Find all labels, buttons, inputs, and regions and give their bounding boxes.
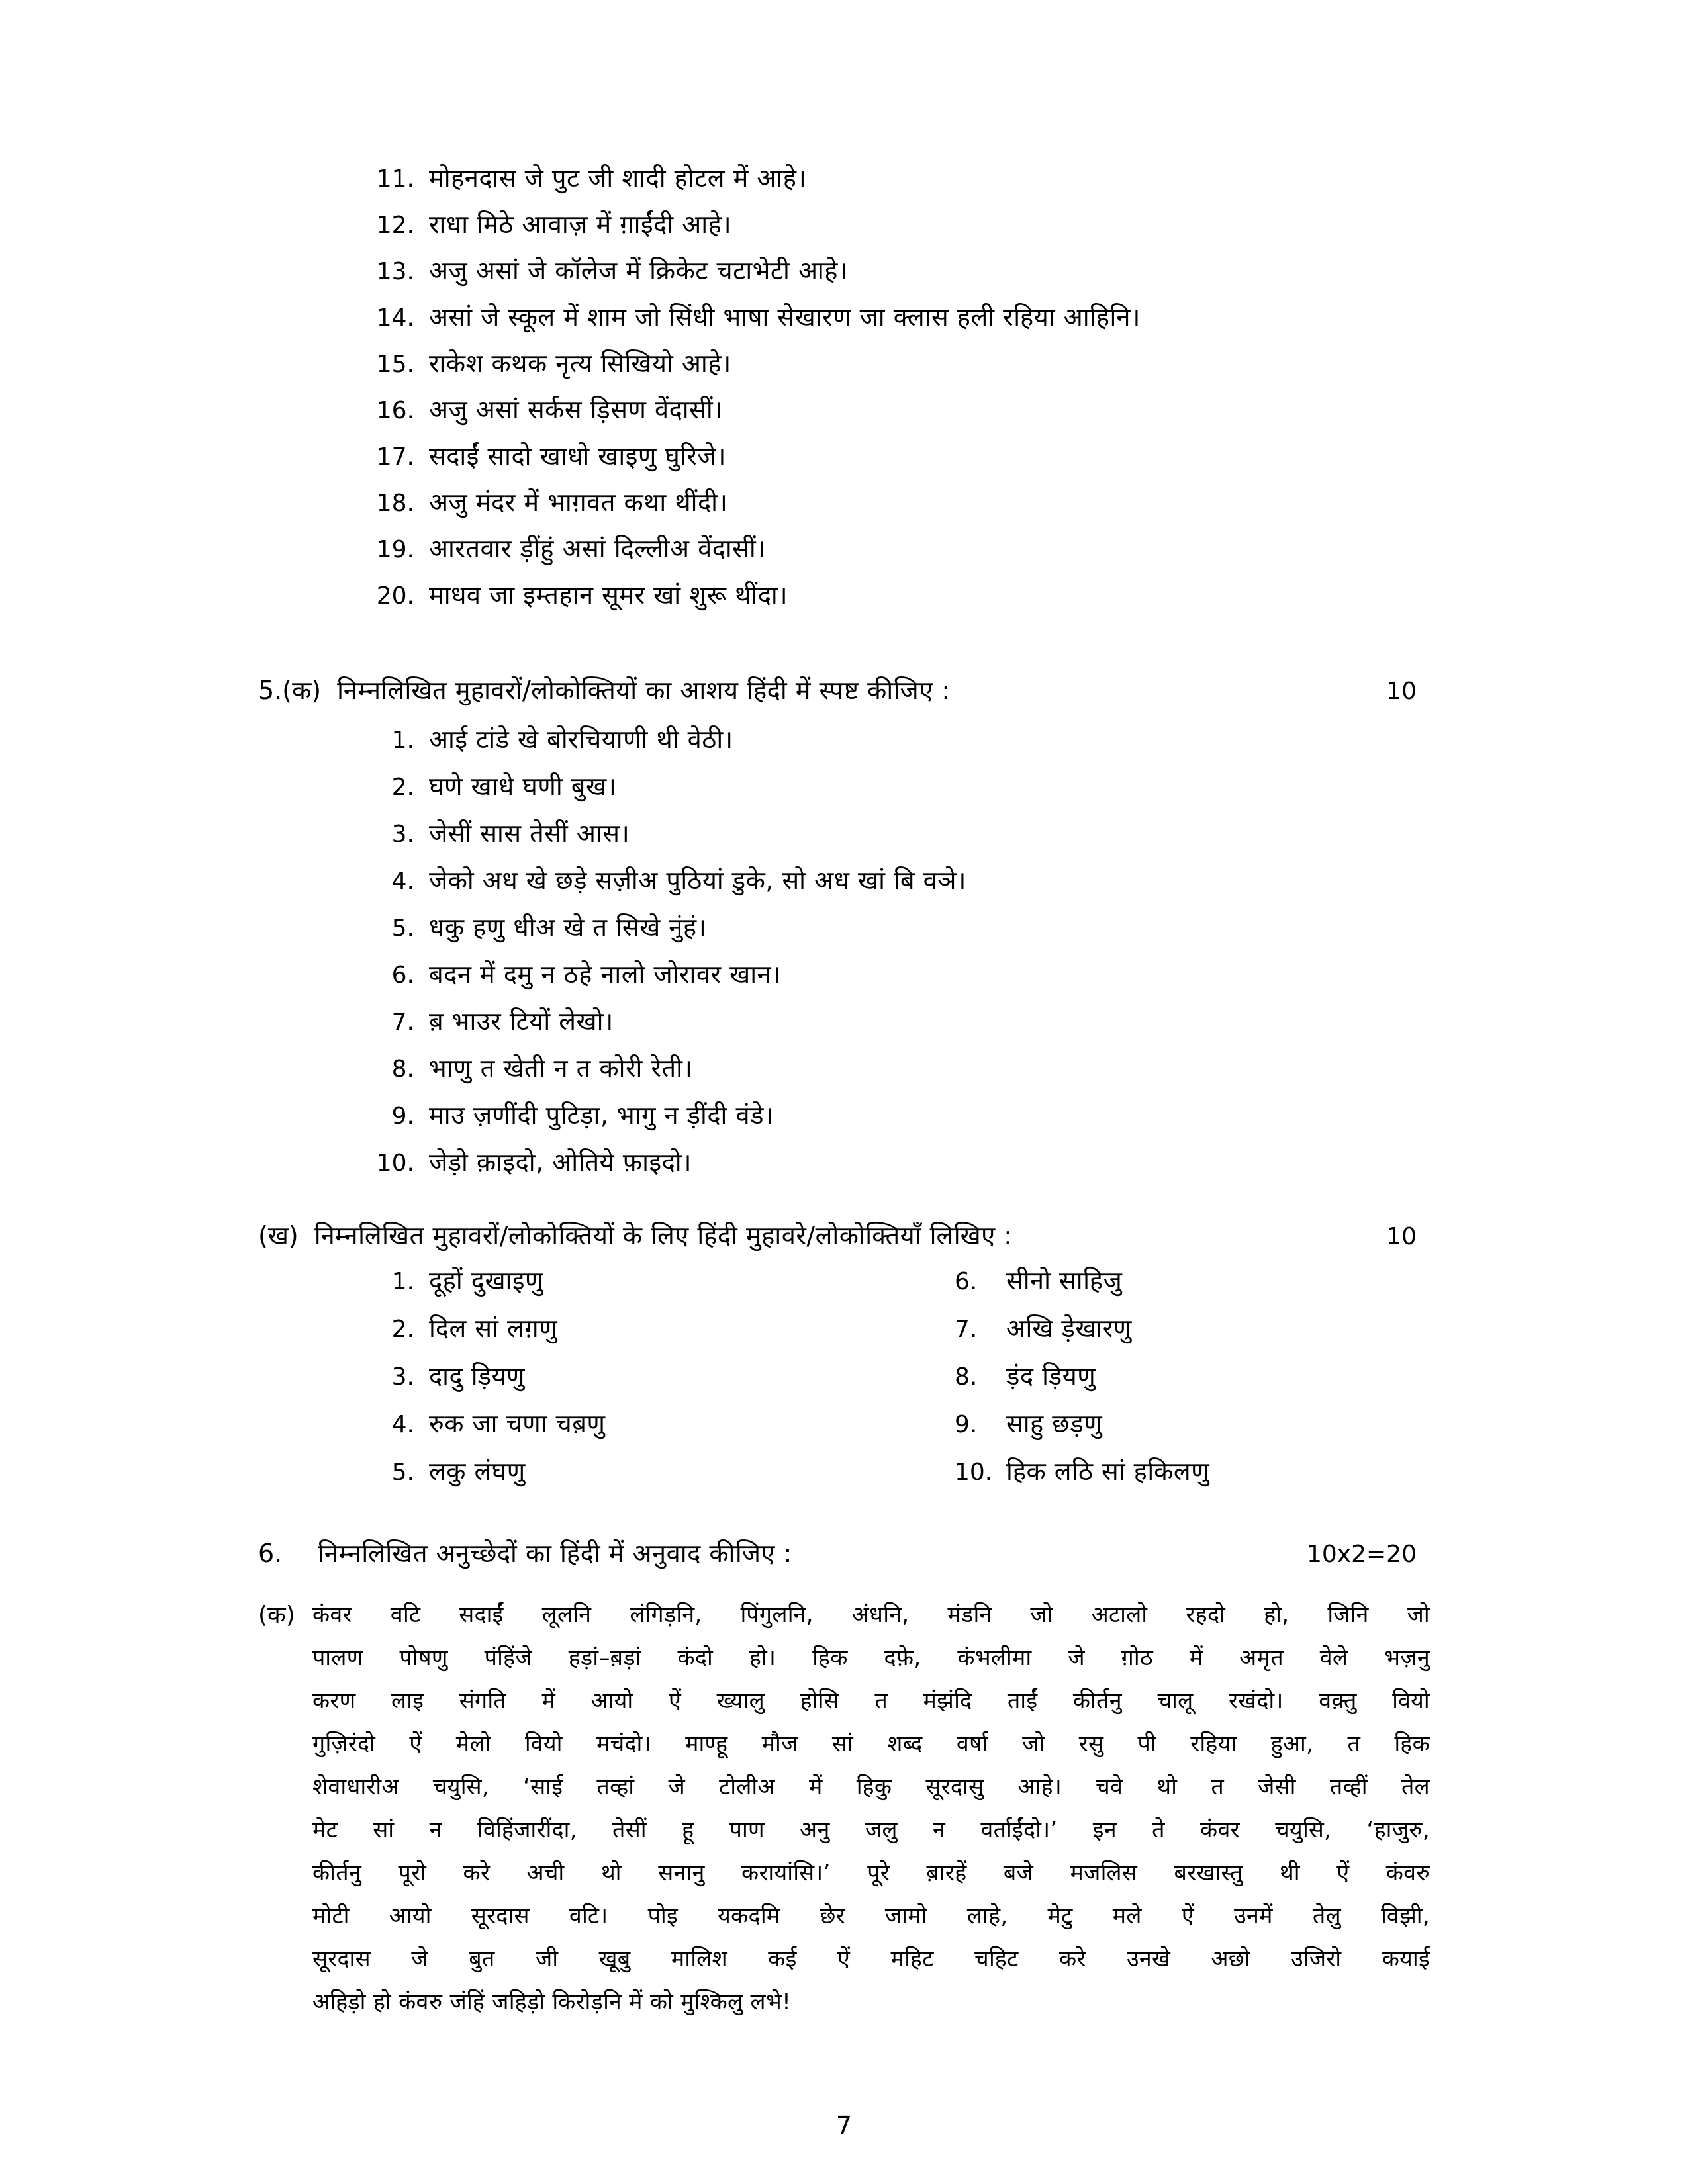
item-text: बदन में दमु न ठहे नालो जोरावर खान। [429,960,782,989]
item-number: 15. [376,351,414,378]
list-item [955,1358,1436,1406]
item-text: असां जे स्कूल में शाम जो सिंधी भाषा सेखारण जा क्लास हली रहिया आहिनि। [429,302,1141,332]
item-text: हिक लठि सां हकिलणु [1006,1457,1210,1486]
item-text: ड़ंद ड़ियणु [1006,1361,1096,1390]
list-item [258,438,1436,484]
passage-label: (क) [258,1602,295,1629]
item-number: 7. [391,1009,414,1036]
passage-line: करण लाइ संगति में आयो ऐं ख्यालु होसि त मंझंदि ताईं कीर्तनु चालू रखंदो। वक़्तु वियो [312,1688,1430,1714]
translation-passage-a [258,1594,1436,2024]
item-text: धकु हणु धीअ खे त सिखे नुंहं। [429,913,707,942]
list-item [258,1263,955,1310]
item-number: 17. [376,443,414,471]
item-number: 1. [391,727,414,754]
item-text: राकेश कथक नृत्य सिखियो आहे। [429,349,731,378]
list-item [258,392,1436,438]
item-text: माधव जा इम्तहान सूमर खां शुरू थींदा। [429,580,788,610]
item-number: 8. [955,1363,978,1390]
passage-line: शेवाधारीअ चयुसि, ‘साई तव्हां जे टोलीअ में हिकु सूरदासु आहे। चवे थो त जेसी तव्हीं तेल [312,1774,1430,1800]
item-text: भाणु त खेती न त कोरी रेती। [429,1054,693,1083]
list-item [258,862,1436,909]
passage-line: अहिड़ो हो कंवरु जंहिं जहिड़ो किरोड़नि में को मुश्किलु लभे! [312,1989,792,2015]
list-item [258,768,1436,815]
item-text: दिल सां लग़णु [429,1314,558,1343]
list-item [258,721,1436,768]
item-number: 8. [391,1056,414,1083]
list-item [258,1144,1436,1191]
passage-line: पालण पोषणु पंहिंजे हड़ां–ब़ड़ां कंदो हो। हिक दफ़े, कंभलीमा जे ग़ोठ में अमृत वेले भज़नु [312,1645,1430,1671]
item-text: अखि ड़ेखारणु [1006,1314,1132,1343]
marks-value: 10 [1386,678,1417,705]
item-number: 18. [376,490,414,517]
list-item [258,1097,1436,1144]
item-number: 2. [391,1316,414,1343]
passage-line: गुज़िरंदो ऐं मेलो वियो मचंदो। माण्हू मौज सां शब्द वर्षा जो रसु पी रहिया हुआ, त हिक [312,1731,1430,1757]
item-text: मोहनदास जे पुट जी शादी होटल में आहे। [429,163,807,193]
item-number: 7. [955,1316,978,1343]
item-text: लकु लंघणु [429,1457,526,1486]
list-item [258,160,1436,206]
list-item [955,1310,1436,1358]
list-item [258,253,1436,299]
item-text: आई टांडे खे बोरचियाणी थी वेठी। [429,725,733,754]
items-column-right [955,1263,1436,1501]
question-5a-heading [258,671,1436,711]
item-number: 6. [955,1268,978,1295]
item-number: 19. [376,536,414,563]
item-text: राधा मिठे आवाज़ में ग़ाईंदी आहे। [429,210,732,239]
list-item [258,577,1436,623]
list-item [258,206,1436,253]
item-text: घणे खाधे घणी बुख। [429,772,617,801]
question-text: निम्नलिखित अनुच्छेदों का हिंदी में अनुवाद कीजिए : [318,1539,792,1568]
item-number: 6. [391,962,414,989]
list-item [955,1263,1436,1310]
question-5b-heading [258,1216,1436,1256]
question-label: 5.(क) [258,676,322,705]
marks-value: 10 [1386,1223,1417,1250]
item-number: 20. [376,582,414,610]
item-number: 9. [391,1103,414,1130]
list-item [258,1003,1436,1050]
item-text: माउ ज़णींदी पुटिड़ा, भागु न ड़ींदी वंडे। [429,1101,774,1130]
question-text: निम्नलिखित मुहावरों/लोकोक्तियों के लिए हिंदी मुहावरे/लोकोक्तियाँ लिखिए : [314,1221,1013,1250]
item-text: आरतवार ड़ींहुं असां दिल्लीअ वेंदासीं। [429,534,767,563]
item-text: अजु असां जे कॉलेज में क्रिकेट चटाभेटी आहे। [429,256,848,285]
item-text: ब़ भाउर टियों लेखो। [429,1007,614,1036]
list-item [258,1406,955,1453]
item-text: साहु छड़णु [1006,1409,1103,1438]
question4-continued-list [258,160,1436,623]
item-number: 16. [376,397,414,424]
list-item [258,531,1436,577]
question-6-heading [258,1534,1436,1574]
item-number: 10. [955,1459,993,1486]
passage-line: मोटी आयो सूरदास वटि। पोइ यकदमि छेर जामो लाहे, मेटु मले ऐं उनमें तेलु विझी, [312,1903,1430,1929]
item-text: सीनो साहिजु [1006,1266,1123,1295]
item-text: दूहों दुखाइणु [429,1266,544,1295]
item-number: 14. [376,304,414,332]
item-number: 5. [391,915,414,942]
list-item [955,1453,1436,1501]
page-number: 7 [835,2111,853,2140]
passage-line: सूरदास जे बुत जी खूबु मालिश कई ऐं महिट चहिट करे उनखे अछो उजिरो कयाई [312,1946,1430,1972]
item-text: जेको अध खे छड़े सज़ीअ पुठियां डुके, सो अध खां बि वञे। [429,866,966,895]
question-label: (ख) [258,1221,299,1250]
items-column-left [258,1263,955,1501]
passage-line: कीर्तनु पूरो करे अची थो सनानु करायांसि।’ पूरे ब़ारहें बजे मजलिस बरखास्तु थी ऐं कंवरु [312,1860,1430,1886]
item-number: 9. [955,1411,978,1438]
list-item [258,1358,955,1406]
item-number: 1. [391,1268,414,1295]
list-item [258,815,1436,862]
item-number: 11. [376,165,414,193]
list-item [258,909,1436,956]
question-5b-items [258,1263,1436,1501]
item-number: 2. [391,774,414,801]
item-number: 13. [376,258,414,285]
list-item [258,484,1436,531]
item-text: अजु असां सर्कस ड़िसण वेंदासीं। [429,395,724,424]
item-text: अजु मंदर में भाग़वत कथा थींदी। [429,488,728,517]
item-number: 3. [391,821,414,848]
item-text: जेड़ो क़ाइदो, ओतिये फ़ाइदो। [429,1148,692,1177]
item-text: सदाईं सादो खाधो खाइणु घुरिजे। [429,441,726,471]
question-5a-items [258,721,1436,1191]
item-number: 12. [376,212,414,239]
list-item [258,956,1436,1003]
item-text: रुक जा चणा चब़णु [429,1409,606,1438]
list-item [258,299,1436,345]
passage-line: मेट सां न विहिंजारींदा, तेसीं हू पाण अनु जलु न वर्ताईंदो।’ इन ते कंवर चयुसि, ‘हाजुरु, [312,1817,1430,1843]
list-item [258,1050,1436,1097]
list-item [258,1310,955,1358]
item-text: दादु ड़ियणु [429,1361,525,1390]
item-text: जेसीं सास तेसीं आस। [429,819,630,848]
question-label: 6. [258,1539,283,1568]
question-text: निम्नलिखित मुहावरों/लोकोक्तियों का आशय हिंदी में स्पष्ट कीजिए : [337,676,951,705]
item-number: 5. [391,1459,414,1486]
item-number: 4. [391,1411,414,1438]
list-item [258,1453,955,1501]
marks-value: 10x2=20 [1307,1541,1417,1568]
passage-text [312,1594,1430,2024]
item-number: 3. [391,1363,414,1390]
list-item [955,1406,1436,1453]
item-number: 4. [391,868,414,895]
item-number: 10. [376,1150,414,1177]
passage-line: कंवर वटि सदाईं लूलनि लंगिड़नि, पिंगुलनि, अंधनि, मंडनि जो अटालो रहदो हो, जिनि जो [312,1602,1430,1628]
page-content [258,0,1436,2024]
list-item [258,345,1436,392]
